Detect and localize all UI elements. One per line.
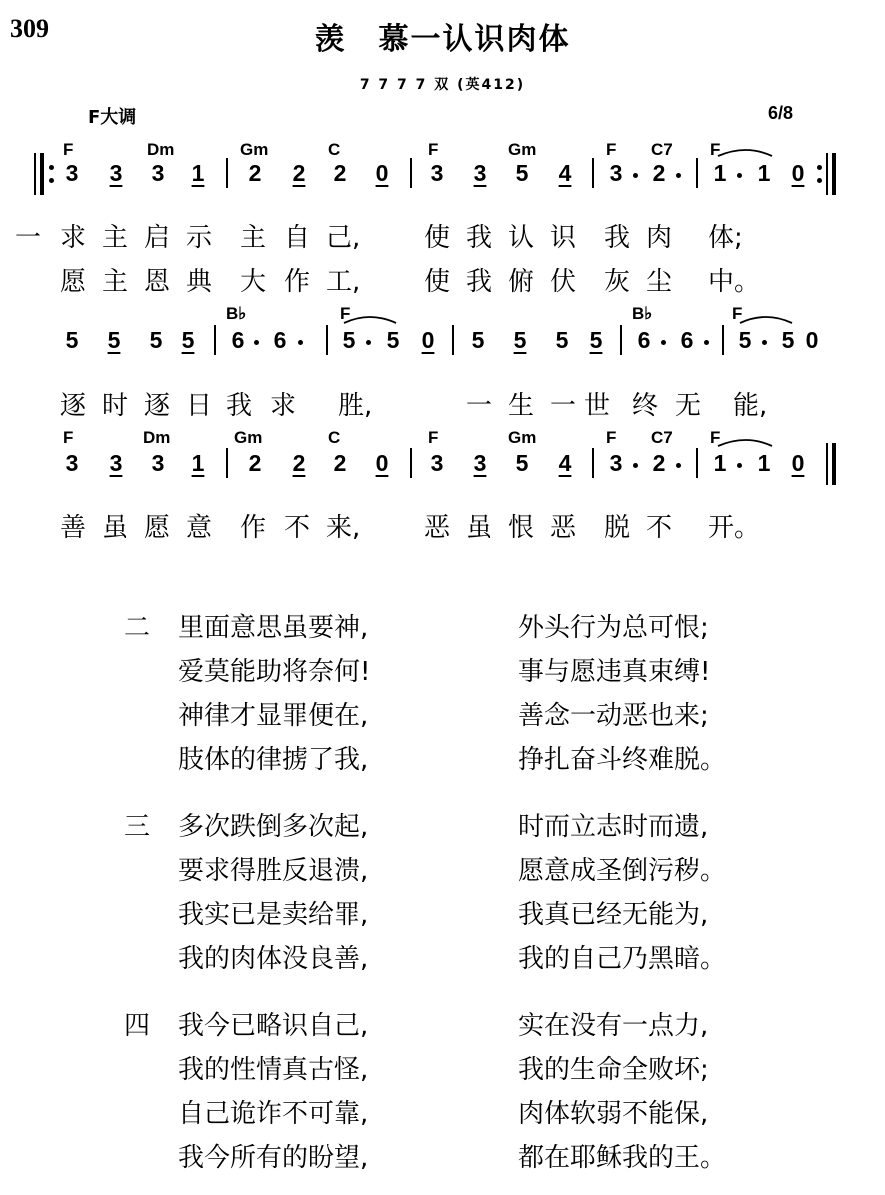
note: 3 [473, 160, 487, 186]
chord: F [606, 428, 617, 447]
verse-line-right: 愿意成圣倒污秽。 [518, 856, 727, 886]
chord: F [428, 140, 439, 159]
barline [592, 158, 594, 188]
chord: F [710, 140, 721, 159]
tie [718, 150, 772, 156]
barline [696, 448, 698, 478]
barline [620, 325, 622, 355]
chord: Gm [234, 428, 263, 447]
note: 3 [109, 450, 123, 476]
repeat-start-barline [34, 153, 36, 195]
lyric-char: 生 [508, 391, 535, 421]
note: 5 [65, 327, 79, 353]
dot [366, 340, 371, 345]
verse-line-left: 我的性情真古怪, [178, 1055, 369, 1085]
lyric-char: 主 [240, 223, 267, 253]
verse-line-right: 时而立志时而遗, [518, 812, 709, 842]
lyric-char: 自 [284, 223, 311, 253]
lyric-char: 愿 [60, 267, 87, 297]
chord: B♭ [632, 304, 653, 323]
lyric-char: 世 [584, 391, 611, 421]
dot [676, 173, 681, 178]
note: 6 [637, 327, 651, 353]
note: 1 [713, 450, 727, 476]
chord: Gm [508, 140, 537, 159]
note: 5 [342, 327, 356, 353]
dot [704, 340, 709, 345]
repeat-dot [49, 178, 54, 183]
note: 1 [191, 160, 205, 186]
lyric-char: 主 [102, 223, 129, 253]
note: 6 [273, 327, 287, 353]
dot [762, 340, 767, 345]
chord: F [63, 140, 74, 159]
chord: Dm [147, 140, 175, 159]
lyric-char: 恶 [550, 513, 577, 543]
note: 5 [181, 327, 195, 353]
verse-line-left: 多次跌倒多次起, [178, 812, 369, 842]
note: 3 [473, 450, 487, 476]
chord: C7 [651, 428, 673, 447]
lyric-char: 恨 [508, 513, 535, 543]
lyric-char: 我 [226, 391, 253, 421]
lyric-char: 作 [240, 513, 267, 543]
repeat-end-barline-thick [832, 153, 836, 195]
dot [676, 463, 681, 468]
hymn-meter: 7 7 7 7 双 (英412) [359, 77, 526, 93]
dot [737, 173, 742, 178]
verse-line-left: 我的肉体没良善, [178, 944, 369, 974]
lyric-char: 一 [15, 223, 42, 253]
dot [661, 340, 666, 345]
note: 2 [652, 450, 666, 476]
dot [737, 463, 742, 468]
barline [452, 325, 454, 355]
verse-line-left: 爱莫能助将奈何! [178, 657, 371, 687]
note: 3 [430, 160, 444, 186]
note: 5 [107, 327, 121, 353]
verse-line-right: 肉体软弱不能保, [518, 1099, 709, 1129]
note: 5 [589, 327, 603, 353]
barline [696, 158, 698, 188]
note: 6 [680, 327, 694, 353]
repeat-end-barline [826, 153, 828, 195]
lyric-char: 逐 [60, 391, 87, 421]
lyric-char: 中。 [708, 267, 761, 297]
lyric-char: 不 [284, 513, 311, 543]
chord: F [606, 140, 617, 159]
verse-line-right: 外头行为总可恨; [518, 613, 709, 643]
note: 6 [231, 327, 245, 353]
verse-line-left: 我今所有的盼望, [178, 1143, 369, 1173]
note: 0 [805, 327, 819, 353]
chord: F [428, 428, 439, 447]
barline [226, 448, 228, 478]
verse-line-left: 自己诡诈不可靠, [178, 1099, 369, 1129]
note: 0 [375, 160, 389, 186]
note: 5 [513, 327, 527, 353]
lyric-char: 俯 [508, 267, 535, 297]
note: 5 [386, 327, 400, 353]
lyric-char: 意 [186, 513, 213, 543]
hymn-title: 羡 慕一认识肉体 [314, 22, 571, 57]
lyric-char: 肉 [646, 223, 673, 253]
verse-line-left: 肢体的律掳了我, [178, 745, 369, 775]
note: 0 [791, 450, 805, 476]
verse-number: 四 [124, 1011, 151, 1041]
repeat-dot [49, 165, 54, 170]
chord: Gm [240, 140, 269, 159]
lyric-char: 求 [270, 391, 297, 421]
verse-line-left: 里面意思虽要神, [178, 613, 369, 643]
lyric-char: 我 [466, 267, 493, 297]
barline [326, 325, 328, 355]
lyric-char: 示 [186, 223, 213, 253]
verse-line-right: 我的生命全败坏; [518, 1055, 709, 1085]
note: 0 [421, 327, 435, 353]
lyric-char: 己, [326, 223, 361, 253]
chord: Dm [143, 428, 171, 447]
note: 1 [713, 160, 727, 186]
chord: C [328, 428, 341, 447]
tie [344, 317, 396, 323]
note: 5 [471, 327, 485, 353]
chord: F [710, 428, 721, 447]
chord: F [732, 304, 743, 323]
note: 3 [430, 450, 444, 476]
verse-line-right: 我真已经无能为, [518, 900, 709, 930]
note: 3 [65, 450, 79, 476]
chord: F [340, 304, 351, 323]
verse-line-right: 都在耶稣我的王。 [518, 1143, 727, 1173]
repeat-start-barline-thick [40, 153, 44, 195]
barline [226, 158, 228, 188]
lyric-char: 求 [60, 223, 87, 253]
lyric-char: 无 [675, 391, 702, 421]
note: 4 [558, 160, 572, 186]
verse-line-right: 挣扎奋斗终难脱。 [518, 745, 727, 775]
lyric-char: 逐 [144, 391, 171, 421]
lyric-char: 我 [466, 223, 493, 253]
dot [633, 463, 638, 468]
barline [410, 158, 412, 188]
lyric-char: 不 [646, 513, 673, 543]
note: 5 [738, 327, 752, 353]
hymn-number: 309 [10, 14, 49, 43]
tie [740, 317, 792, 323]
note: 2 [333, 160, 347, 186]
note: 3 [609, 160, 623, 186]
final-barline [826, 443, 828, 485]
chord: B♭ [226, 304, 247, 323]
note: 2 [292, 450, 306, 476]
lyric-char: 能, [733, 391, 768, 421]
lyric-char: 体; [708, 223, 743, 253]
verse-line-left: 我实已是卖给罪, [178, 900, 369, 930]
note: 1 [191, 450, 205, 476]
note: 2 [333, 450, 347, 476]
lyric-char: 作 [284, 267, 311, 297]
verse-line-right: 事与愿违真束缚! [518, 657, 711, 687]
lyric-char: 胜, [338, 391, 373, 421]
lyric-char: 终 [632, 391, 659, 421]
note: 3 [609, 450, 623, 476]
lyric-char: 恶 [424, 513, 451, 543]
final-barline-thick [832, 443, 836, 485]
repeat-dot [817, 165, 822, 170]
lyric-char: 典 [186, 267, 213, 297]
note: 5 [515, 450, 529, 476]
barline [722, 325, 724, 355]
note: 2 [652, 160, 666, 186]
lyric-char: 灰 [604, 267, 631, 297]
note: 1 [757, 160, 771, 186]
verse-line-right: 善念一动恶也来; [518, 701, 709, 731]
dot [633, 173, 638, 178]
lyric-char: 一 [550, 391, 577, 421]
lyric-char: 主 [102, 267, 129, 297]
verse-line-right: 我的自己乃黑暗。 [518, 944, 727, 974]
lyric-char: 愿 [144, 513, 171, 543]
verse-line-left: 神律才显罪便在, [178, 701, 369, 731]
note: 2 [248, 450, 262, 476]
time-signature: 6/8 [768, 103, 794, 123]
chord: Gm [508, 428, 537, 447]
lyric-char: 开。 [708, 513, 761, 543]
note: 3 [109, 160, 123, 186]
note: 3 [151, 450, 165, 476]
lyric-char: 启 [144, 223, 171, 253]
verse-line-left: 我今已略识自己, [178, 1011, 369, 1041]
note: 5 [515, 160, 529, 186]
note: 5 [555, 327, 569, 353]
lyric-char: 善 [60, 513, 87, 543]
note: 1 [757, 450, 771, 476]
lyric-char: 虽 [102, 513, 129, 543]
chord: F [63, 428, 74, 447]
verse-line-right: 实在没有一点力, [518, 1011, 709, 1041]
verse-line-left: 要求得胜反退溃, [178, 856, 369, 886]
barline [214, 325, 216, 355]
lyric-char: 恩 [144, 267, 171, 297]
barline [592, 448, 594, 478]
note: 5 [149, 327, 163, 353]
lyric-char: 来, [326, 513, 361, 543]
dot [254, 340, 259, 345]
lyric-char: 伏 [550, 267, 577, 297]
lyric-char: 认 [508, 223, 535, 253]
lyric-char: 一 [466, 391, 493, 421]
barline [410, 448, 412, 478]
lyric-char: 大 [240, 267, 267, 297]
note: 0 [791, 160, 805, 186]
note: 3 [151, 160, 165, 186]
lyric-char: 日 [186, 391, 213, 421]
lyric-char: 尘 [646, 267, 673, 297]
verse-number: 二 [124, 613, 151, 643]
repeat-dot [817, 178, 822, 183]
tie [718, 440, 772, 446]
lyric-char: 使 [424, 223, 451, 253]
note: 5 [781, 327, 795, 353]
lyric-char: 使 [424, 267, 451, 297]
lyric-char: 我 [604, 223, 631, 253]
note: 3 [65, 160, 79, 186]
lyric-char: 识 [550, 223, 577, 253]
note: 2 [292, 160, 306, 186]
note: 0 [375, 450, 389, 476]
note: 4 [558, 450, 572, 476]
chord: C7 [651, 140, 673, 159]
note: 2 [248, 160, 262, 186]
lyric-char: 脱 [604, 513, 631, 543]
verse-number: 三 [124, 812, 151, 842]
key-signature: F大调 [88, 107, 137, 128]
lyric-char: 时 [102, 391, 129, 421]
lyric-char: 工, [326, 267, 361, 297]
dot [298, 340, 303, 345]
chord: C [328, 140, 341, 159]
lyric-char: 虽 [466, 513, 493, 543]
